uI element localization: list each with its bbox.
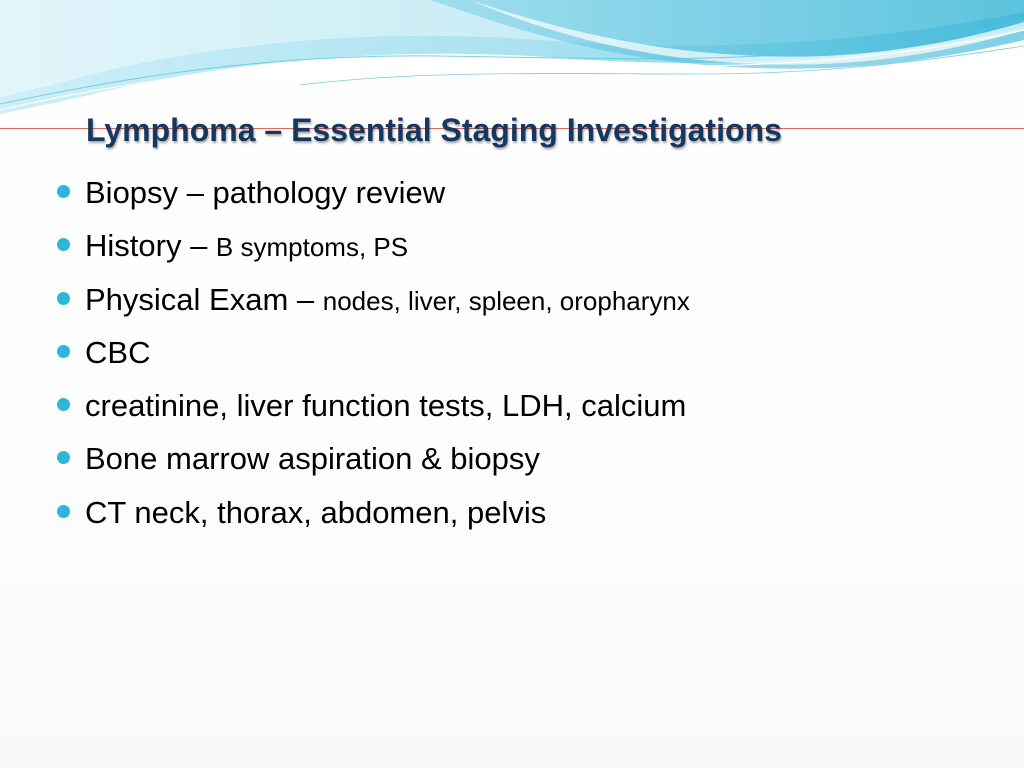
bullet-item-labs xyxy=(56,379,690,432)
bullet-text: creatinine, liver function tests, LDH, calcium xyxy=(85,388,687,424)
bullet-text: History – xyxy=(85,228,216,264)
bullet-detail: B symptoms, PS xyxy=(215,232,409,263)
bullet-list xyxy=(56,166,690,539)
bullet-item-physical-exam xyxy=(56,273,690,326)
filled-circle-bullet-icon xyxy=(57,185,70,198)
filled-circle-bullet-icon xyxy=(57,238,70,251)
filled-circle-bullet-icon xyxy=(57,345,70,358)
bullet-text: CT neck, thorax, abdomen, pelvis xyxy=(85,494,547,530)
filled-circle-bullet-icon xyxy=(57,292,70,305)
bullet-item-bone-marrow xyxy=(56,432,690,485)
filled-circle-bullet-icon xyxy=(57,505,70,518)
bullet-item-biopsy xyxy=(56,166,690,219)
bullet-item-cbc xyxy=(56,326,690,379)
filled-circle-bullet-icon xyxy=(57,451,70,464)
bullet-text: CBC xyxy=(85,334,151,370)
slide-title: Lymphoma – Essential Staging Investigations xyxy=(86,112,782,148)
bullet-text: Bone marrow aspiration & biopsy xyxy=(85,441,540,477)
bullet-text: Physical Exam – xyxy=(85,281,323,317)
bullet-item-ct xyxy=(56,486,690,539)
filled-circle-bullet-icon xyxy=(57,398,70,411)
bullet-text: Biopsy – pathology review xyxy=(85,175,446,210)
bullet-item-history xyxy=(56,219,690,272)
bullet-detail: nodes, liver, spleen, oropharynx xyxy=(322,285,690,316)
